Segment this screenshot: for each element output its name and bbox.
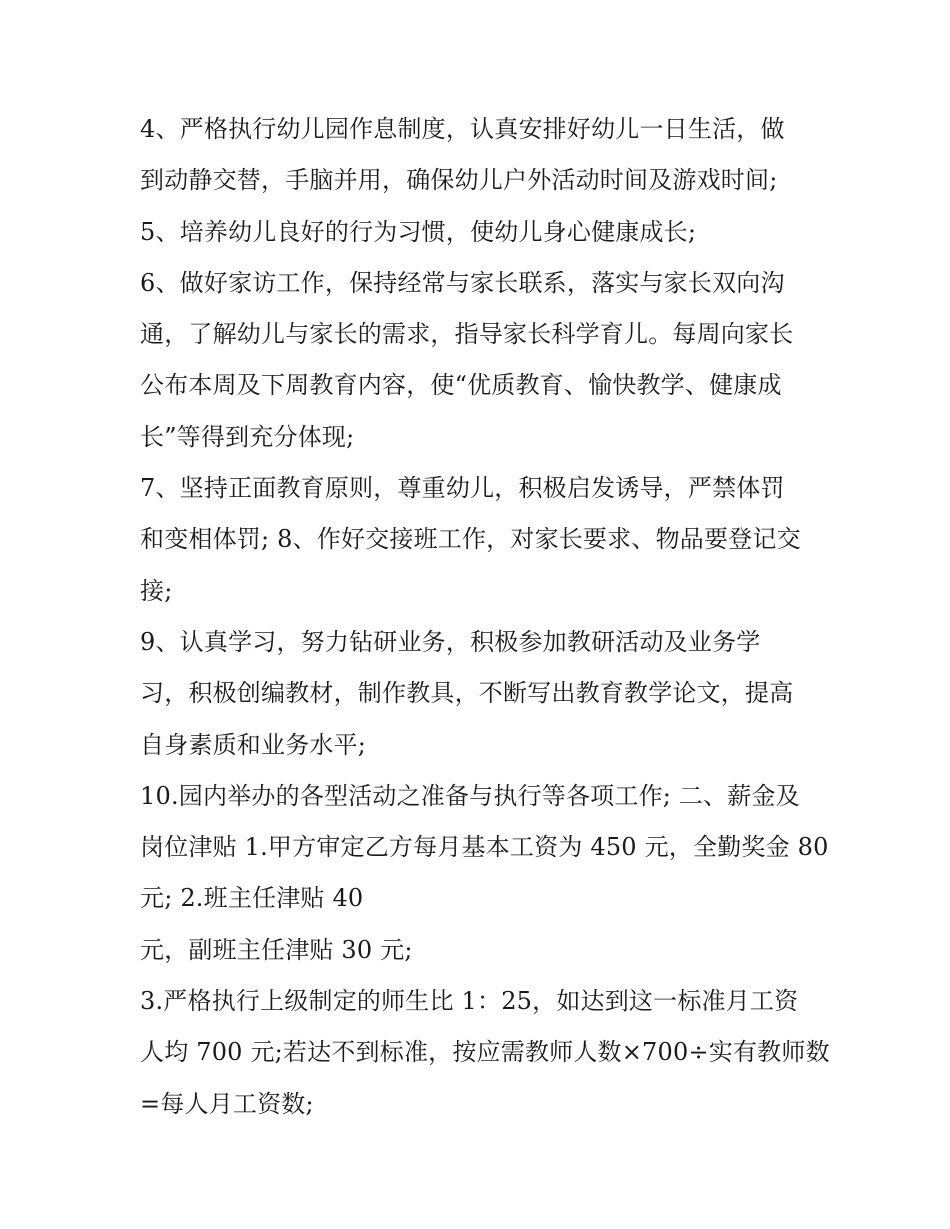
text-line: 长”等得到充分体现; — [140, 422, 355, 451]
text-line: 公布本周及下周教育内容，使“优质教育、愉快教学、健康成 — [140, 371, 782, 400]
text-line: 岗位津贴 1.甲方审定乙方每月基本工资为 450 元，全勤奖金 80 — [140, 833, 829, 862]
text-line: 通，了解幼儿与家长的需求，指导家长科学育儿。每周向家长 — [140, 320, 794, 349]
text-line: 4、严格执行幼儿园作息制度，认真安排好幼儿一日生活，做 — [140, 115, 785, 143]
text-line: 9、认真学习，努力钻研业务，积极参加教研活动及业务学 — [140, 627, 761, 656]
text-line: 10.园内举办的各型活动之准备与执行等各项工作; 二、薪金及 — [140, 781, 800, 810]
text-line: 自身素质和业务水平; — [140, 730, 367, 759]
text-line: 5、培养幼儿良好的行为习惯，使幼儿身心健康成长; — [140, 217, 697, 246]
document-body — [140, 104, 830, 1130]
text-line: 元，副班主任津贴 30 元; — [140, 935, 413, 964]
text-line: 习，积极创编教材，制作教具，不断写出教育教学论文，提高 — [140, 679, 794, 708]
text-line: 人均 700 元;若达不到标准，按应需教师人数×700÷实有教师数 — [140, 1038, 830, 1067]
text-line: 元; 2.班主任津贴 40 — [140, 884, 364, 913]
text-line: 到动静交替，手脑并用，确保幼儿户外活动时间及游戏时间; — [140, 166, 778, 195]
text-line: 和变相体罚; 8、作好交接班工作，对家长要求、物品要登记交 — [140, 525, 801, 554]
text-line: =每人月工资数; — [140, 1089, 314, 1118]
text-line: 6、做好家访工作，保持经常与家长联系，落实与家长双向沟 — [140, 268, 785, 297]
text-line: 7、坚持正面教育原则，尊重幼儿，积极启发诱导，严禁体罚 — [140, 474, 785, 503]
text-line: 3.严格执行上级制定的师生比 1：25，如达到这一标准月工资 — [140, 987, 799, 1016]
text-line: 接; — [140, 576, 173, 605]
